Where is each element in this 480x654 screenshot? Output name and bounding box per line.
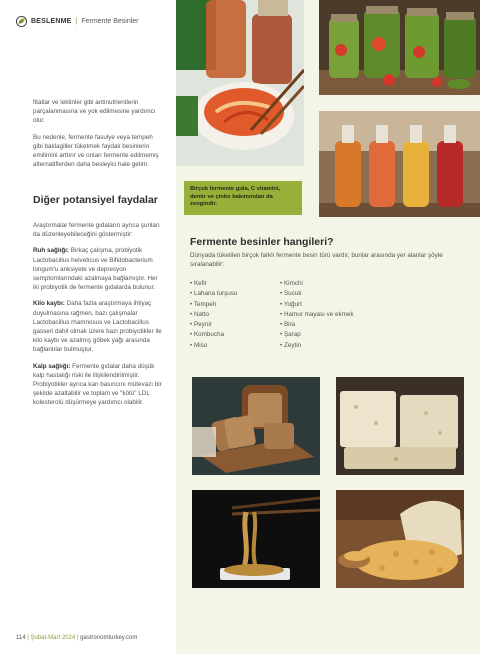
- list-item: • Hamur mayası ve ekmek: [280, 310, 354, 320]
- list-intro: Dünyada tüketilen birçok farklı fermente besin türü vardır, bunlar arasında yer alanlar şöyle sıralanabilir:: [190, 252, 443, 268]
- list-item: • Natto: [190, 310, 237, 320]
- benefit-text: Fermente gıdalar daha düşük kalp hastalığı riski ile ilişkilendirilmiştir. Probiyotikler ayrıca kan basıncını mütevazı bir şekilde azaltabilir ve toplam ve "kötü" LDL kolesterolü düşürmeye yardımcı olabilir.: [33, 362, 162, 407]
- paragraph: fitatlar ve lektinler gibi antinutrientlerin parçalanmasına ve yok edilmesine yardımcı olur.: [33, 99, 156, 125]
- page-number: 114: [16, 635, 26, 641]
- paragraph: Bu nedenle, fermente fasulye veya tempeh gibi baklagiller tüketmek faydalı besinlerin emilimini arttırır ve onları fermente edilmemiş alternatiflerden daha besleyici hale getirir.: [33, 133, 159, 169]
- section-heading: Diğer potansiyel faydalar: [33, 194, 158, 206]
- natto-photo: [192, 490, 320, 588]
- bread-photo: [192, 377, 320, 475]
- benefits-text: [33, 221, 163, 415]
- list-item: • Lahana turşusu: [190, 289, 237, 299]
- issue-date: Şubat-Mart 2024: [30, 635, 76, 641]
- leaf-logo-icon: [16, 16, 27, 27]
- kimchi-photo: [176, 0, 304, 166]
- list-item: • Kombucha: [190, 330, 237, 340]
- section-heading: Fermente besinler hangileri?: [190, 236, 334, 248]
- tempeh-photo: [336, 377, 464, 475]
- list-item: • Zeytin: [280, 341, 354, 351]
- list-item: • Bira: [280, 320, 354, 330]
- article-intro: [33, 98, 163, 176]
- kombucha-bottles-photo: [319, 111, 480, 217]
- footer-separator: |: [27, 635, 29, 641]
- subsection-name: Fermente Besinler: [81, 18, 139, 25]
- benefit-title: Kalp sağlığı:: [33, 362, 71, 370]
- soybeans-photo: [336, 490, 464, 588]
- paragraph: Araştırmalar fermente gıdaların ayrıca şunları da düzenleyebileceğini göstermiştir:: [33, 222, 160, 239]
- photo-caption: Birçok fermente gıda, C vitamini, demir ve çinko bakımından da zengindir.: [184, 181, 302, 215]
- pickle-jars-photo: [319, 0, 480, 95]
- list-item: • Tempeh: [190, 300, 237, 310]
- fermented-foods-list-1: [190, 279, 237, 351]
- benefit-weight-loss: [33, 299, 163, 354]
- list-item: • Yoğurt: [280, 300, 354, 310]
- footer-separator: |: [76, 635, 79, 641]
- page-footer: [16, 635, 137, 641]
- list-item: • Şarap: [280, 330, 354, 340]
- benefit-text: Birkaç çalışma, probiyotik Lactobacillus helveticus ve Bifidobacterium longum'u anksiyete ve depresyon semptomlarındaki azalmaya bağlamıştır. Her iki probiyotik de fermente gıdalarda bulunur.: [33, 247, 158, 292]
- section-header: [16, 16, 139, 27]
- header-separator: |: [75, 18, 78, 25]
- benefit-title: Kilo kaybı:: [33, 300, 65, 308]
- list-item: • Miso: [190, 341, 237, 351]
- section-name: BESLENME: [31, 18, 72, 25]
- list-item: • Peynir: [190, 320, 237, 330]
- list-item: • Sucuk: [280, 289, 354, 299]
- list-item: • Kimchi: [280, 279, 354, 289]
- benefit-text: Daha fazla araştırmaya ihtiyaç duyulmasına rağmen, bazı çalışmalar Lactobacillus rhamnosus ve Lactobacillus gasseri dahil olmak üzere bazı probiyotikler ile kilo kaybı ve azalmış göbek yağı arasında bağlantılar bulmuştur.: [33, 300, 162, 354]
- website: gastronomturkey.com: [80, 635, 138, 641]
- benefit-mental-health: [33, 246, 163, 292]
- fermented-foods-list-2: [280, 279, 354, 351]
- list-item: • Kefir: [190, 279, 237, 289]
- benefit-heart-health: [33, 362, 163, 408]
- benefit-title: Ruh sağlığı:: [33, 247, 70, 255]
